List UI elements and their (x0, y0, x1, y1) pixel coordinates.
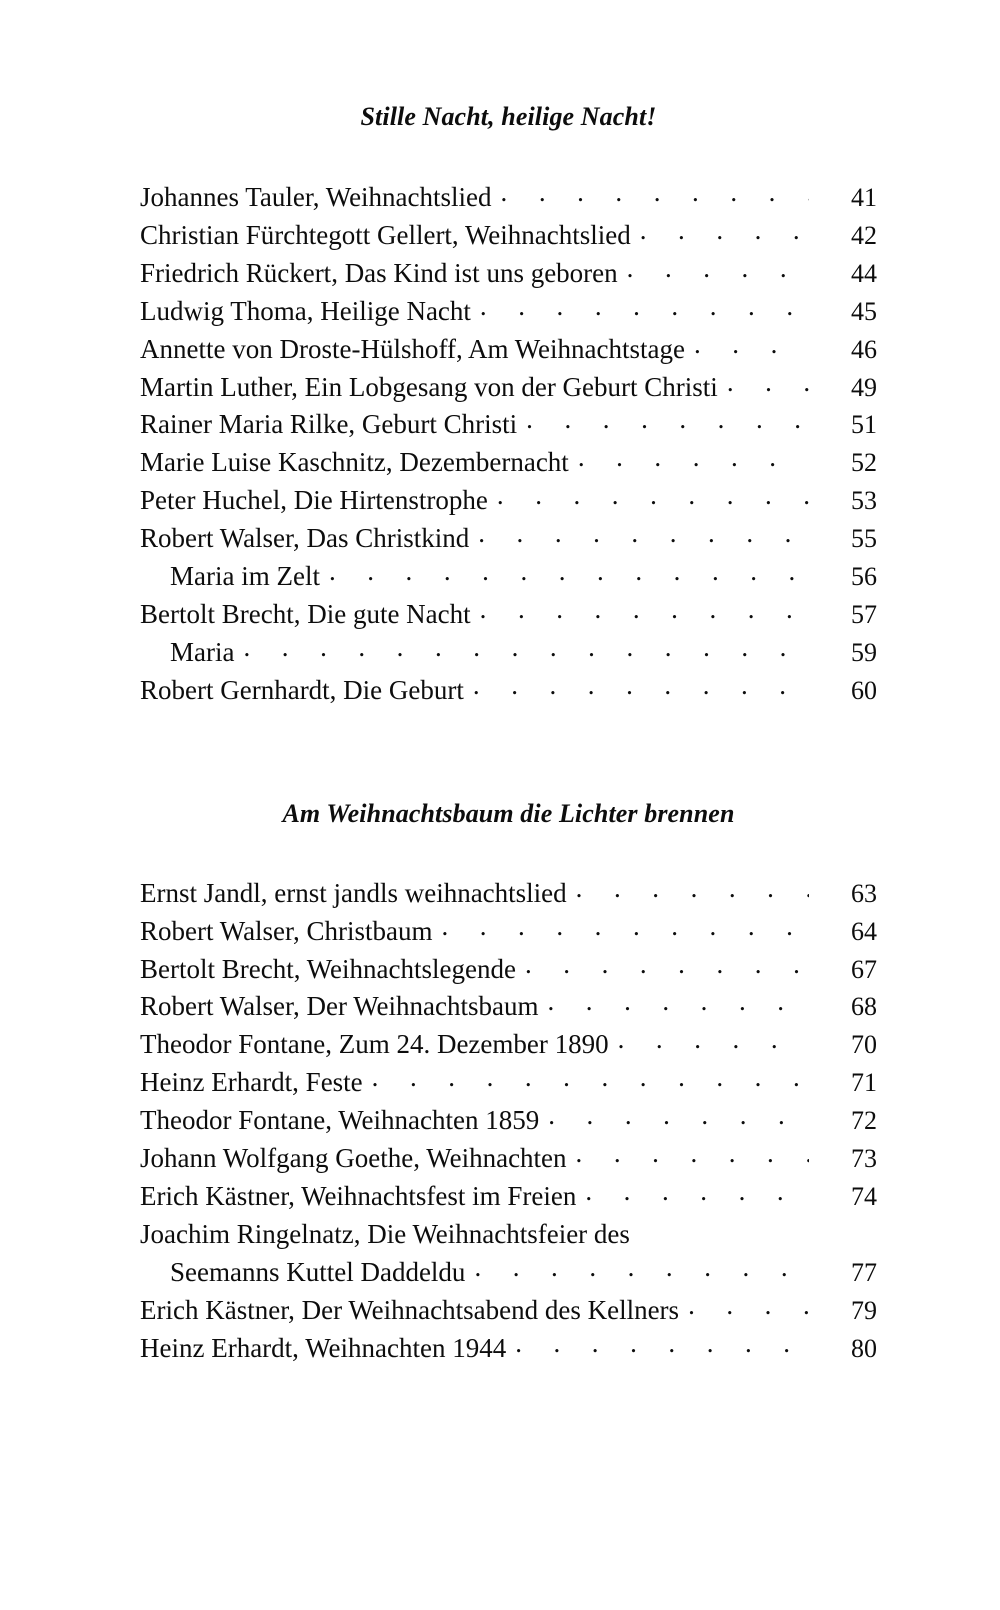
toc-entry[interactable] (140, 520, 877, 558)
toc-leader-dots (441, 913, 809, 940)
toc-page-number: 44 (851, 258, 877, 288)
toc-page-number: 72 (851, 1106, 877, 1136)
toc-entry[interactable] (140, 875, 877, 913)
toc-entry[interactable] (140, 482, 877, 520)
toc-leader-dots (576, 1140, 809, 1167)
toc-page-number: 68 (851, 992, 877, 1022)
toc-leader-dots (480, 293, 809, 320)
toc-entry-title: Peter Huchel, Die Hirtenstrophe (140, 485, 488, 516)
toc-page-number: 70 (851, 1030, 877, 1060)
toc-entry-title: Maria (170, 636, 235, 667)
toc-page-number: 74 (851, 1181, 877, 1211)
toc-leader-dots (688, 1292, 809, 1319)
toc-leader-dots (727, 369, 809, 396)
toc-entry[interactable] (140, 1254, 877, 1292)
toc-page-number: 45 (851, 296, 877, 326)
toc-leader-dots (473, 672, 809, 699)
toc-page-number: 63 (851, 878, 877, 908)
toc-page-number: 67 (851, 954, 877, 984)
toc-leader-dots (694, 331, 809, 358)
toc-entry-title: Seemanns Kuttel Daddeldu (170, 1256, 466, 1287)
toc-entry[interactable] (140, 369, 877, 407)
toc-page-number: 80 (851, 1333, 877, 1363)
toc-entry[interactable] (140, 634, 877, 672)
toc-leader-dots (618, 1026, 809, 1053)
toc-entry[interactable] (140, 1026, 877, 1064)
toc-entry-title: Ernst Jandl, ernst jandls weihnachtslied (140, 877, 567, 908)
toc-page-number: 56 (851, 562, 877, 592)
toc-entry[interactable] (140, 406, 877, 444)
toc-leader-dots (526, 406, 809, 433)
toc-leader-dots (547, 988, 809, 1015)
toc-entry[interactable] (140, 988, 877, 1026)
toc-entry-title: Annette von Droste-Hülshoff, Am Weihnachtstage (140, 333, 685, 364)
toc-entry[interactable] (140, 255, 877, 293)
toc-page-number: 51 (851, 410, 877, 440)
section-heading-1: Stille Nacht, heilige Nacht! (360, 102, 657, 131)
toc-entry-title: Johann Wolfgang Goethe, Weihnachten (140, 1143, 567, 1174)
toc-entry-title: Robert Walser, Christbaum (140, 915, 433, 946)
toc-page-number: 46 (851, 334, 877, 364)
toc-entry-title: Christian Fürchtegott Gellert, Weihnachtslied (140, 219, 631, 250)
toc-entry-title: Marie Luise Kaschnitz, Dezembernacht (140, 447, 569, 478)
toc-leader-dots (585, 1178, 809, 1205)
toc-entry-title: Joachim Ringelnatz, Die Weihnachtsfeier des (140, 1218, 630, 1249)
toc-entry-title: Rainer Maria Rilke, Geburt Christi (140, 409, 518, 440)
toc-entry-title: Robert Gernhardt, Die Geburt (140, 674, 464, 705)
toc-page-number: 52 (851, 448, 877, 478)
toc-leader-dots (478, 520, 809, 547)
toc-page-number: 60 (851, 675, 877, 705)
toc-entry-title: Johannes Tauler, Weihnachtslied (140, 182, 492, 212)
toc-entry-title: Bertolt Brecht, Die gute Nacht (140, 598, 471, 629)
toc-content (140, 0, 877, 1367)
toc-entry[interactable] (140, 293, 877, 331)
toc-entry[interactable] (140, 558, 877, 596)
toc-page-number: 73 (851, 1144, 877, 1174)
toc-entry-title: Heinz Erhardt, Feste (140, 1067, 363, 1098)
toc-leader-dots (243, 634, 809, 661)
toc-leader-dots (501, 179, 809, 206)
toc-leader-dots (627, 255, 809, 282)
toc-page-number: 77 (851, 1257, 877, 1287)
toc-entry[interactable] (140, 1216, 877, 1254)
toc-leader-dots (480, 596, 809, 623)
toc-leader-dots (474, 1254, 809, 1281)
toc-entry[interactable] (140, 1292, 877, 1330)
toc-leader-dots (525, 951, 809, 978)
toc-entry-title: Friedrich Rückert, Das Kind ist uns geboren (140, 257, 618, 288)
toc-entry[interactable] (140, 179, 877, 217)
toc-entry-title: Erich Kästner, Weihnachtsfest im Freien (140, 1180, 577, 1211)
toc-entry-title: Robert Walser, Der Weihnachtsbaum (140, 991, 539, 1022)
toc-entry[interactable] (140, 1330, 877, 1368)
toc-entry[interactable] (140, 217, 877, 255)
toc-page-number: 64 (851, 916, 877, 946)
toc-leader-dots (640, 217, 809, 244)
toc-leader-dots (548, 1102, 809, 1129)
toc-leader-dots (329, 558, 809, 585)
toc-entry[interactable] (140, 672, 877, 710)
toc-entry-title: Maria im Zelt (170, 561, 320, 592)
toc-page-number: 57 (851, 599, 877, 629)
section-heading-2: Am Weihnachtsbaum die Lichter brennen (282, 798, 735, 828)
toc-entry-list-2 (140, 875, 877, 1368)
toc-entry[interactable] (140, 1102, 877, 1140)
toc-leader-dots (578, 444, 809, 471)
toc-page-number: 49 (851, 372, 877, 402)
toc-page-number: 53 (851, 486, 877, 516)
toc-entry[interactable] (140, 951, 877, 989)
toc-entry[interactable] (140, 1064, 877, 1102)
toc-entry[interactable] (140, 331, 877, 369)
toc-page-number: 71 (851, 1068, 877, 1098)
toc-entry-title: Theodor Fontane, Zum 24. Dezember 1890 (140, 1029, 609, 1060)
toc-entry[interactable] (140, 596, 877, 634)
toc-leader-dots (576, 875, 809, 902)
toc-entry[interactable] (140, 1140, 877, 1178)
toc-entry[interactable] (140, 444, 877, 482)
toc-entry-title: Robert Walser, Das Christkind (140, 523, 470, 554)
toc-entry-title: Theodor Fontane, Weihnachten 1859 (140, 1105, 540, 1136)
toc-entry-title: Erich Kästner, Der Weihnachtsabend des Kellners (140, 1294, 680, 1325)
toc-page-number: 42 (851, 220, 877, 250)
toc-leader-dots (515, 1330, 809, 1357)
toc-leader-dots (372, 1064, 809, 1091)
toc-entry-title: Heinz Erhardt, Weihnachten 1944 (140, 1332, 507, 1363)
toc-entry[interactable] (140, 1178, 877, 1216)
toc-page-number: 41 (851, 183, 877, 212)
toc-entry-title: Martin Luther, Ein Lobgesang von der Geburt Christi (140, 371, 718, 402)
toc-page-number: 79 (851, 1295, 877, 1325)
toc-page-number: 59 (851, 637, 877, 667)
toc-page-number: 55 (851, 524, 877, 554)
toc-entry-list-1 (140, 179, 877, 710)
toc-entry-title: Bertolt Brecht, Weihnachtslegende (140, 953, 516, 984)
toc-entry[interactable] (140, 913, 877, 951)
toc-entry-title: Ludwig Thoma, Heilige Nacht (140, 295, 471, 326)
toc-leader-dots (497, 482, 809, 509)
